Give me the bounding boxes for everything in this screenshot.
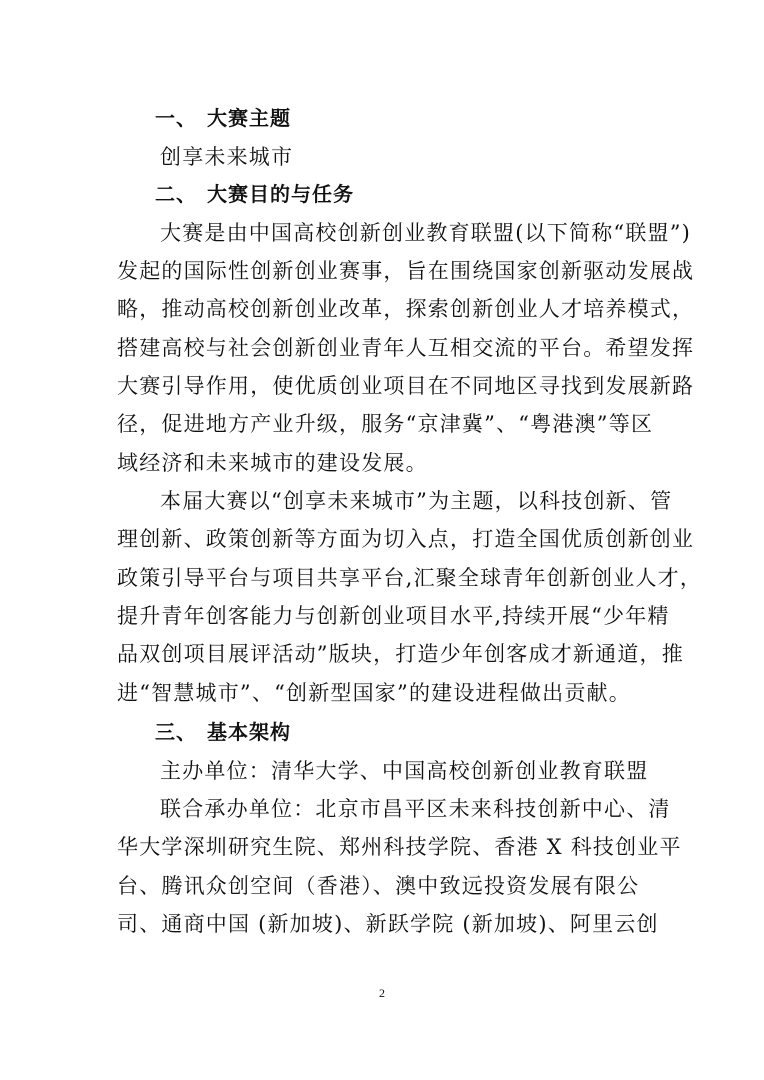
paragraph-line: 品双创项目展评活动”版块，打造少年创客成才新通道，推 <box>117 642 684 666</box>
paragraph-line: 搭建高校与社会创新创业青年人互相交流的平台。希望发挥 <box>117 336 695 360</box>
paragraph-line: 华大学深圳研究生院、郑州科技学院、香港 X 科技创业平 <box>117 835 682 859</box>
page-number: 2 <box>379 986 385 1000</box>
paragraph-line: 政策引导平台与项目共享平台,汇聚全球青年创新创业人才， <box>117 566 703 590</box>
paragraph-line: 发起的国际性创新创业赛事，旨在围绕国家创新驱动发展战 <box>117 259 695 283</box>
paragraph-line: 台、腾讯众创空间（香港）、澳中致远投资发展有限公 <box>117 874 640 898</box>
paragraph-line: 大赛引导作用，使优质创业项目在不同地区寻找到发展新路 <box>117 374 695 398</box>
paragraph-line: 理创新、政策创新等方面为切入点，打造全国优质创新创业 <box>117 527 695 551</box>
paragraph-line: 大赛是由中国高校创新创业教育联盟(以下简称“联盟”) <box>160 221 692 245</box>
paragraph-line: 略，推动高校创新创业改革，探索创新创业人才培养模式， <box>117 297 695 321</box>
paragraph-line: 提升青年创客能力与创新创业项目水平,持续开展“少年精 <box>117 604 670 628</box>
paragraph-line: 本届大赛以“创享未来城市”为主题，以科技创新、管 <box>160 489 673 513</box>
theme-text: 创享未来城市 <box>160 145 294 169</box>
paragraph-line: 径，促进地方产业升级，服务“京津冀”、“粤港澳”等区 <box>117 412 654 436</box>
section-title: 大赛目的与任务 <box>207 182 354 206</box>
section-1-heading <box>155 106 291 130</box>
section-number: 一、 <box>155 106 197 130</box>
paragraph-line: 司、通商中国 (新加坡)、新跃学院 (新加坡)、阿里云创 <box>117 912 659 936</box>
section-title: 大赛主题 <box>207 106 291 130</box>
section-number: 二、 <box>155 182 197 206</box>
paragraph-line: 域经济和未来城市的建设发展。 <box>117 451 428 475</box>
section-title: 基本架构 <box>207 720 291 744</box>
section-3-heading <box>155 720 291 744</box>
paragraph-line: 主办单位：清华大学、中国高校创新创业教育联盟 <box>160 759 649 783</box>
paragraph-line: 联合承办单位：北京市昌平区未来科技创新中心、清 <box>160 797 671 821</box>
section-2-heading <box>155 182 354 206</box>
paragraph-line: 进“智慧城市”、“创新型国家”的建设进程做出贡献。 <box>117 681 631 705</box>
section-number: 三、 <box>155 720 197 744</box>
